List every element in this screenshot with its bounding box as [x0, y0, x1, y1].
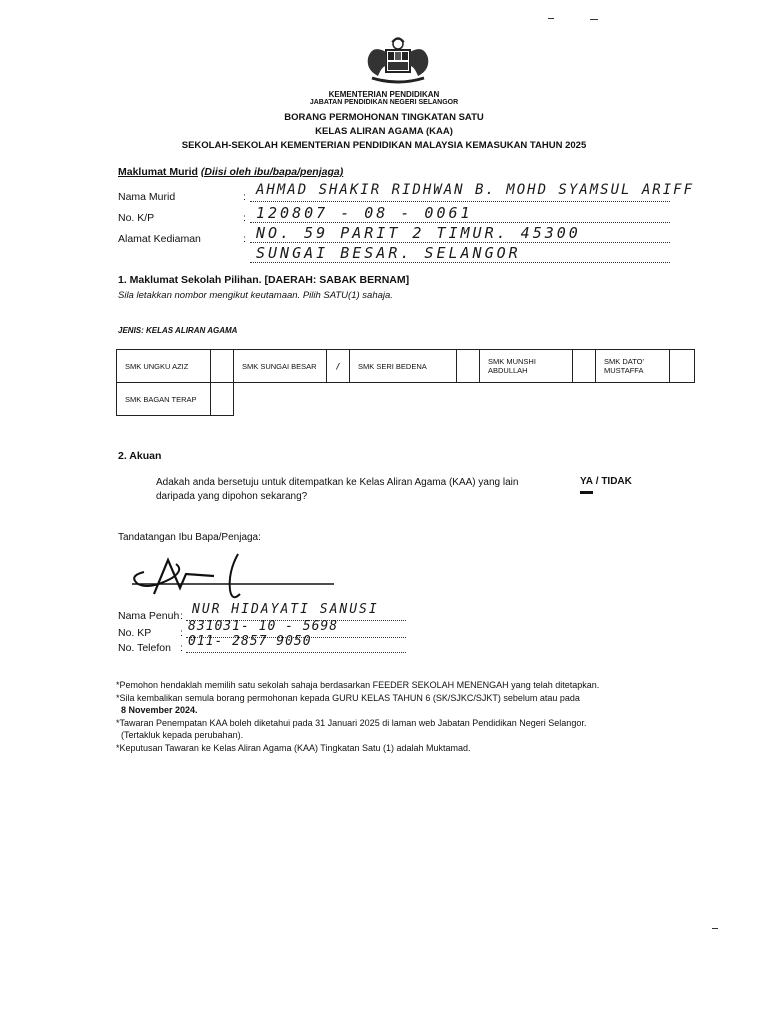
student-name-line: [250, 201, 670, 202]
form-subtitle-schools: SEKOLAH-SEKOLAH KEMENTERIAN PENDIDIKAN MALAYSIA KEMASUKAN TAHUN 2025: [181, 140, 587, 151]
section1-title: 1. Maklumat Sekolah Pilihan. [DAERAH: SABAK BERNAM]: [118, 274, 410, 286]
note-return-date: 8 November 2024.: [121, 705, 198, 715]
answer-yes[interactable]: YA: [580, 476, 593, 494]
school-option-label: SMK BAGAN TERAP: [117, 383, 211, 416]
colon: :: [180, 610, 183, 622]
school-option-label: SMK SUNGAI BESAR: [234, 350, 327, 383]
colon: :: [243, 212, 246, 224]
student-section-title: Maklumat Murid (Diisi oleh ibu/bapa/penjaga): [118, 166, 344, 178]
guardian-phone-value[interactable]: 011- 2857 9050: [188, 634, 312, 649]
department-name: JABATAN PENDIDIKAN NEGERI SELANGOR: [309, 99, 459, 106]
school-option-label: SMK UNGKU AZIZ: [117, 350, 211, 383]
school-option-label: SMK DATO' MUSTAFFA: [596, 350, 670, 383]
akuan-answer: [580, 476, 632, 494]
school-option-label: SMK SERI BEDENA: [350, 350, 457, 383]
form-title: BORANG PERMOHONAN TINGKATAN SATU: [284, 112, 484, 123]
student-ic-label: No. K/P: [118, 212, 155, 224]
student-name-label: Nama Murid: [118, 191, 176, 203]
guardian-ic-value[interactable]: 831031- 10 - 5698: [188, 619, 339, 634]
colon: :: [243, 233, 246, 245]
akuan-question-line1: Adakah anda bersetuju untuk ditempatkan ke Kelas Aliran Agama (KAA) yang lain: [156, 477, 519, 488]
notes-block: [116, 679, 656, 754]
guardian-signature-label: Tandatangan Ibu Bapa/Penjaga:: [118, 532, 261, 543]
note-offer-date: *Tawaran Penempatan KAA boleh diketahui pada 31 Januari 2025 di laman web Jabatan Pendidikan Negeri Selangor.: [116, 717, 587, 728]
answer-separator: /: [595, 476, 599, 487]
colon: :: [180, 642, 183, 654]
note-feeder-school: *Pemohon hendaklah memilih satu sekolah sahaja berdasarkan FEEDER SEKOLAH MENENGAH yang telah ditetapkan.: [116, 680, 600, 690]
form-subtitle: KELAS ALIRAN AGAMA (KAA): [315, 126, 453, 137]
school-options-table: [116, 349, 695, 416]
student-ic-value[interactable]: 120807 - 08 - 0061: [256, 204, 473, 222]
scan-mark: [548, 18, 554, 19]
section2-title: 2. Akuan: [118, 450, 162, 462]
coat-of-arms-emblem: [358, 36, 438, 88]
answer-no[interactable]: TIDAK: [601, 476, 632, 487]
school-option-box[interactable]: [670, 350, 695, 383]
student-address-line1-rule: [250, 242, 670, 243]
school-option-box[interactable]: [211, 350, 234, 383]
note-return-form: *Sila kembalikan semula borang permohonan kepada GURU KELAS TAHUN 6 (SK/SJKC/SJKT) sebelum atau pada: [116, 692, 580, 703]
note-final-decision: *Keputusan Tawaran ke Kelas Aliran Agama (KAA) Tingkatan Satu (1) adalah Muktamad.: [116, 742, 471, 753]
student-address-line2[interactable]: SUNGAI BESAR. SELANGOR: [256, 244, 521, 262]
school-option-box[interactable]: [211, 383, 234, 416]
akuan-question-line2: daripada yang dipohon sekarang?: [156, 491, 308, 502]
scan-mark: [712, 928, 718, 929]
guardian-name-value[interactable]: NUR HIDAYATI SANUSI: [192, 602, 379, 617]
guardian-ic-label: No. KP: [118, 627, 152, 639]
school-option-label: SMK MUNSHI ABDULLAH: [480, 350, 573, 383]
section1-instruction: Sila letakkan nombor mengikut keutamaan. Pilih SATU(1) sahaja.: [118, 290, 393, 301]
note-subject-to-change: (Tertakluk kepada perubahan).: [121, 730, 244, 740]
ministry-name: KEMENTERIAN PENDIDIKAN: [328, 90, 440, 99]
school-option-box[interactable]: [457, 350, 480, 383]
guardian-name-label: Nama Penuh: [118, 610, 180, 622]
school-options-row: [117, 350, 695, 383]
guardian-signature: [124, 550, 344, 606]
school-type-label: JENIS: KELAS ALIRAN AGAMA: [118, 326, 238, 335]
school-option-box[interactable]: /: [327, 350, 350, 383]
student-address-line2-rule: [250, 262, 670, 263]
student-ic-line: [250, 222, 670, 223]
colon: :: [180, 627, 183, 639]
guardian-phone-line: [186, 652, 406, 653]
school-option-box[interactable]: [573, 350, 596, 383]
scan-mark: [590, 19, 598, 20]
empty-cell: [234, 383, 695, 416]
student-address-label: Alamat Kediaman: [118, 233, 201, 245]
student-address-line1[interactable]: NO. 59 PARIT 2 TIMUR. 45300: [256, 224, 581, 242]
student-name-value[interactable]: AHMAD SHAKIR RIDHWAN B. MOHD SYAMSUL ARIFF: [256, 182, 695, 198]
colon: :: [243, 191, 246, 203]
guardian-phone-label: No. Telefon: [118, 642, 171, 654]
school-options-row: [117, 383, 695, 416]
